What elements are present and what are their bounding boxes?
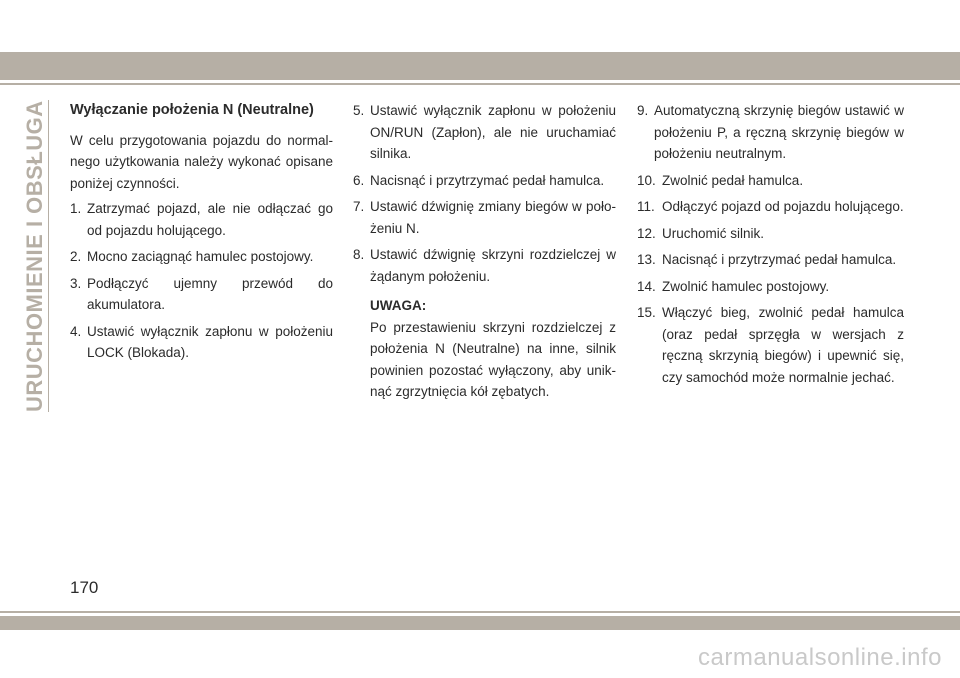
step-text: Ustawić dźwignię skrzyni rozdzielczej w żądanym położeniu. bbox=[370, 247, 616, 284]
intro-paragraph: W celu przygotowania pojazdu do normal-nego użytkowania należy wykonać opisane poniżej czynności. bbox=[70, 132, 333, 191]
step-number: 5. bbox=[353, 103, 365, 118]
section-side-label: URUCHOMIENIE I OBSŁUGA bbox=[22, 100, 47, 412]
list-item bbox=[70, 273, 333, 316]
list-item bbox=[637, 196, 904, 218]
list-item bbox=[70, 321, 333, 364]
list-item bbox=[353, 244, 616, 287]
step-number: 8. bbox=[353, 247, 365, 262]
step-text: Zatrzymać pojazd, ale nie odłączać go od pojazdu holującego. bbox=[87, 201, 333, 238]
footer-bar bbox=[0, 616, 960, 630]
steps-list-1 bbox=[70, 198, 333, 364]
note-box bbox=[370, 295, 616, 403]
step-text: Nacisnąć i przytrzymać pedał hamulca. bbox=[370, 172, 605, 188]
step-text: Odłączyć pojazd od pojazdu holującego. bbox=[662, 199, 904, 214]
steps-list-2 bbox=[353, 100, 616, 287]
step-number: 2. bbox=[70, 249, 82, 264]
step-number: 1. bbox=[70, 201, 82, 216]
list-item bbox=[637, 170, 904, 192]
step-text: Ustawić dźwignię zmiany biegów w poło-żeniu N. bbox=[370, 199, 616, 236]
step-number: 13. bbox=[637, 252, 656, 267]
list-item bbox=[70, 246, 333, 268]
watermark: carmanualsonline.info bbox=[698, 644, 942, 671]
step-text: Mocno zaciągnąć hamulec postojowy. bbox=[87, 249, 314, 264]
list-item bbox=[353, 196, 616, 239]
list-item bbox=[353, 100, 616, 165]
step-text: Włączyć bieg, zwolnić pedał hamulca (oraz pedał sprzęgła w wersjach z ręczną skrzynią biegów) i upewnić się, czy samochód może normalnie jechać. bbox=[662, 305, 904, 385]
page-number: 170 bbox=[70, 578, 99, 597]
top-margin bbox=[0, 0, 960, 52]
step-text: Zwolnić pedał hamulca. bbox=[662, 172, 804, 188]
list-item bbox=[637, 100, 904, 165]
step-text: Uruchomić silnik. bbox=[662, 225, 765, 241]
step-text: Ustawić wyłącznik zapłonu w położeniu ON/RUN (Zapłon), ale nie uruchamiać silnika. bbox=[370, 103, 616, 161]
step-number: 9. bbox=[637, 103, 649, 118]
step-number: 7. bbox=[353, 199, 365, 214]
step-text: Automatyczną skrzynię biegów ustawić w położeniu P, a ręczną skrzynię biegów w położeniu neutralnym. bbox=[654, 103, 904, 161]
steps-list-3 bbox=[637, 100, 904, 388]
column-1 bbox=[70, 100, 333, 369]
step-number: 12. bbox=[637, 225, 656, 241]
step-number: 14. bbox=[637, 278, 656, 294]
step-text: Zwolnić hamulec postojowy. bbox=[662, 278, 830, 294]
step-number: 10. bbox=[637, 172, 656, 188]
step-text: Ustawić wyłącznik zapłonu w położeniu LOCK (Blokada). bbox=[87, 323, 333, 360]
step-text: Podłączyć ujemny przewód do akumulatora. bbox=[87, 275, 333, 312]
header-rule bbox=[0, 83, 960, 85]
step-number: 11. bbox=[637, 199, 655, 214]
step-number: 4. bbox=[70, 323, 82, 339]
list-item bbox=[70, 198, 333, 241]
note-title: UWAGA: bbox=[370, 298, 427, 313]
note-text: Po przestawieniu skrzyni rozdzielczej z położenia N (Neutralne) na inne, silnik powinien pozostać wyłączony, aby unik-nąć zgrzytnięcia kół zębatych. bbox=[370, 319, 616, 399]
footer-rule bbox=[0, 611, 960, 613]
section-heading: Wyłączanie położenia N (Neutralne) bbox=[70, 102, 314, 118]
header-bar bbox=[0, 52, 960, 80]
column-3 bbox=[637, 100, 904, 393]
step-number: 15. bbox=[637, 305, 656, 320]
step-number: 3. bbox=[70, 275, 82, 291]
step-number: 6. bbox=[353, 172, 365, 188]
list-item bbox=[353, 170, 616, 192]
list-item bbox=[637, 302, 904, 388]
step-text: Nacisnąć i przytrzymać pedał hamulca. bbox=[662, 252, 897, 267]
list-item bbox=[637, 223, 904, 245]
list-item bbox=[637, 249, 904, 271]
column-2 bbox=[353, 100, 616, 407]
list-item bbox=[637, 276, 904, 298]
